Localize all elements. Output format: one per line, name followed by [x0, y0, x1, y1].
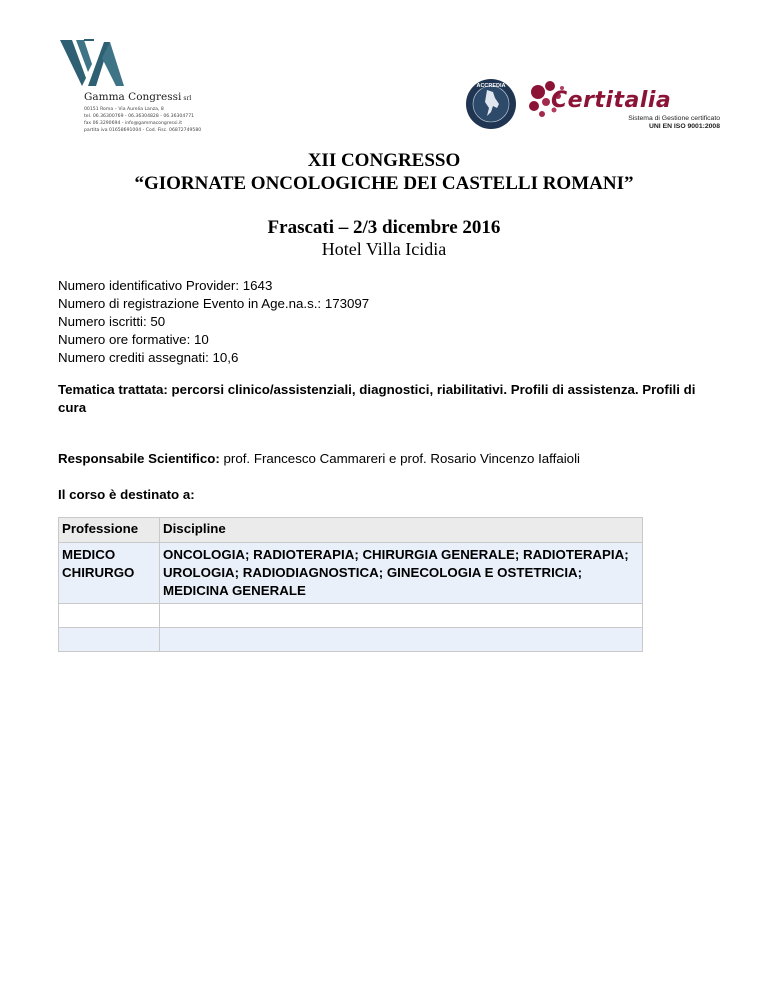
table-header-row: [59, 518, 643, 543]
provider-id: Numero identificativo Provider: 1643: [58, 278, 273, 293]
enrolled-count: Numero iscritti: 50: [58, 314, 166, 329]
gamma-congressi-logo: [58, 38, 218, 90]
table-cell-disciplines: [160, 628, 643, 652]
table-row: [59, 604, 643, 628]
table-cell-profession: MEDICO CHIRURGO: [59, 543, 160, 604]
gamma-monogram-icon: [58, 38, 128, 90]
responsabile-value: prof. Francesco Cammareri e prof. Rosario Vincenzo Iaffaioli: [219, 451, 580, 466]
table-cell-disciplines: [160, 604, 643, 628]
table-cell-profession: [59, 628, 160, 652]
certitalia-subtitle: Sistema di Gestione certificato: [628, 115, 720, 122]
table-row: [59, 628, 643, 652]
company-suffix: srl: [183, 95, 192, 102]
responsabile-label: Responsabile Scientifico:: [58, 451, 220, 466]
table-cell-profession: [59, 604, 160, 628]
table-header-cell: Professione: [59, 518, 160, 543]
certitalia-wordmark: Certitalia: [551, 88, 672, 113]
table-cell-disciplines: ONCOLOGIA; RADIOTERAPIA; CHIRURGIA GENERALE; RADIOTERAPIA; UROLOGIA; RADIODIAGNOSTICA; GINECOLOGIA E OSTETRICIA; MEDICINA GENERALE: [160, 543, 643, 604]
event-info: [58, 277, 369, 367]
registration-number: Numero di registrazione Evento in Age.na.s.: 173097: [58, 296, 370, 311]
table-row: [59, 543, 643, 604]
accredia-label: ACCREDIA: [476, 83, 506, 89]
table-header-cell: Discipline: [160, 518, 643, 543]
event-venue: Hotel Villa Icidia: [321, 239, 447, 259]
credits-assigned: Numero crediti assegnati: 10,6: [58, 350, 239, 365]
destinato-heading: Il corso è destinato a:: [58, 487, 195, 502]
company-address: 00151 Roma – Via Aurelia Lanza, 8: [84, 107, 164, 112]
responsabile-scientifico: [58, 451, 580, 466]
company-fax-email: fax 06.3290694 - info@gammacongressi.it: [84, 121, 183, 126]
certitalia-iso: UNI EN ISO 9001:2008: [648, 123, 720, 130]
company-name: [84, 91, 191, 103]
professions-table: [58, 517, 643, 652]
company-phone: tel. 06.36300769 - 06.36304828 - 06.36304771: [84, 114, 195, 119]
congress-title: XII CONGRESSO: [307, 150, 461, 171]
event-date-place: Frascati – 2/3 dicembre 2016: [267, 217, 501, 238]
tematica-text: Tematica trattata: percorsi clinico/assistenziali, diagnostici, riabilitativi. Profili di assistenza. Profili di cura: [58, 382, 696, 415]
congress-subtitle: “GIORNATE ONCOLOGICHE DEI CASTELLI ROMANI”: [134, 173, 634, 194]
company-vat: partita iva 01658691004 - Cod. Fisc. 06872749580: [84, 128, 202, 133]
company-name-text: Gamma Congressi: [84, 91, 182, 103]
training-hours: Numero ore formative: 10: [58, 332, 209, 347]
